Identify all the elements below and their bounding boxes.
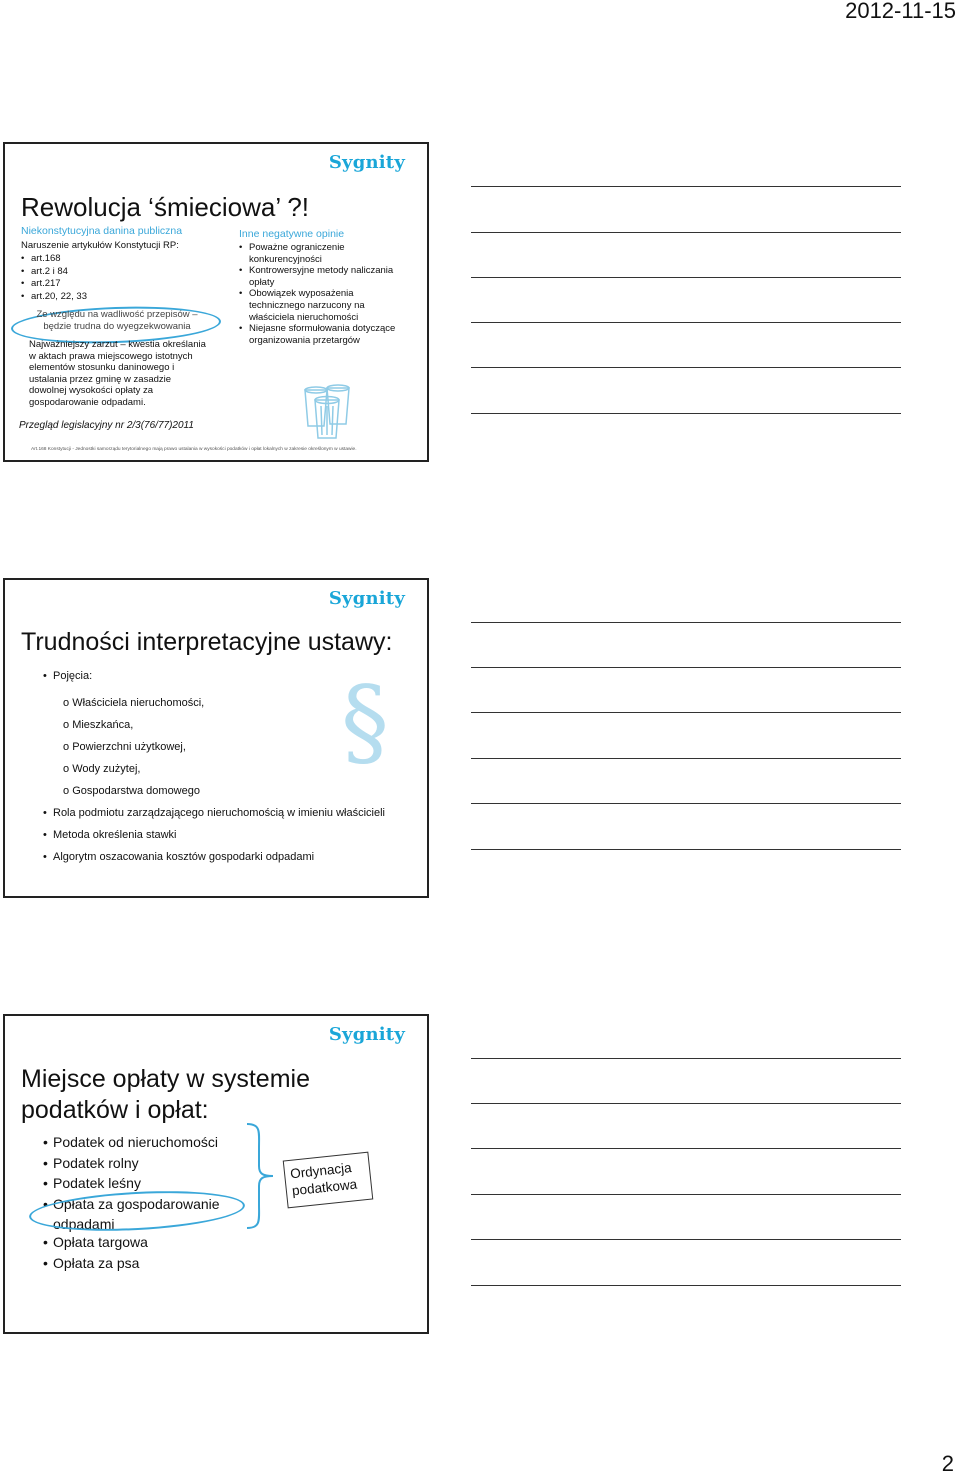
issue-item: • Rola podmiotu zarządzającego nieruchomością w imieniu właścicieli	[43, 802, 385, 824]
article-item: • art.2 i 84	[21, 266, 221, 279]
fee-item: • Opłata za psa	[43, 1253, 148, 1274]
left-intro: Naruszenie artykułów Konstytucji RP:	[21, 240, 179, 251]
sygnity-logo: Sygnity	[328, 588, 405, 609]
label-line: Ordynacja	[289, 1160, 353, 1182]
article-item: • art.20, 22, 33	[21, 291, 221, 304]
opinion-item: • Kontrowersyjne metody naliczania opłaty	[239, 265, 401, 288]
note-line	[471, 1058, 901, 1059]
term-item: o Gospodarstwa domowego	[63, 785, 200, 797]
slide-2-title: Trudności interpretacyjne ustawy:	[21, 628, 393, 656]
paragraph-symbol-icon: §	[341, 666, 389, 778]
note-line	[471, 1285, 901, 1286]
tax-ordinance-label	[289, 1159, 358, 1200]
right-heading: Inne negatywne opinie	[239, 228, 345, 240]
article-list	[21, 253, 221, 303]
note-line	[471, 322, 901, 323]
page-number: 2	[941, 1451, 954, 1476]
note-line	[471, 712, 901, 713]
tax-item: • Podatek rolny	[43, 1153, 253, 1174]
term-item: o Mieszkańca,	[63, 719, 134, 731]
term-item: o Wody zużytej,	[63, 763, 141, 775]
fee-item: • Opłata targowa	[43, 1232, 148, 1253]
term-item: o Właściciela nieruchomości,	[63, 697, 205, 709]
source-reference: Przegląd legislacyjny nr 2/3(76/77)2011	[19, 420, 194, 431]
slide-2	[3, 578, 429, 898]
negative-opinions-list	[239, 242, 401, 346]
opinion-item: • Niejasne sformułowania dotyczące organizowania przetargów	[239, 323, 401, 346]
other-fees-list	[43, 1232, 148, 1273]
slide-3	[3, 1014, 429, 1334]
circled-note: Ze względu na wadliwość przepisów – będzie trudna do wyegzekwowania	[36, 309, 198, 332]
curly-brace-icon	[243, 1122, 279, 1230]
note-line	[471, 232, 901, 233]
left-heading: Niekonstytucyjna danina publiczna	[21, 225, 183, 237]
title-line: podatków i opłat:	[21, 1096, 209, 1124]
title-line: Miejsce opłaty w systemie	[21, 1065, 310, 1093]
concepts-intro	[43, 670, 92, 682]
trash-bins-icon	[297, 380, 359, 442]
opinion-item: • Obowiązek wyposażenia technicznego narzucony na właściciela nieruchomości	[239, 288, 401, 323]
footnote: Art.168 Konstytucji - Jednostki samorządu terytorialnego mają prawo ustalania w wysokości podatków i opłat lokalnych w zakresie określonym w ustawie.	[31, 447, 357, 452]
label-line: podatkowa	[291, 1176, 358, 1199]
term-item: o Powierzchni użytkowej,	[63, 741, 186, 753]
note-line	[471, 186, 901, 187]
note-line	[471, 1148, 901, 1149]
sygnity-logo: Sygnity	[328, 1024, 405, 1045]
article-item: • art.217	[21, 278, 221, 291]
note-line	[471, 803, 901, 804]
note-line	[471, 1194, 901, 1195]
tax-item: • Opłata za gospodarowanie odpadami	[43, 1194, 253, 1235]
article-item: • art.168	[21, 253, 221, 266]
note-line	[471, 277, 901, 278]
note-line	[471, 367, 901, 368]
opinion-item: • Poważne ograniczenie konkurencyjności	[239, 242, 401, 265]
note-line	[471, 1239, 901, 1240]
main-objection: Najważniejszy zarzut – kwestia określania w aktach prawa miejscowego istotnych elementów stosunku daninowego i ustalania przez gminę w zasadzie dowolnej wysokości opłaty za gospodarowanie odpadami.	[29, 339, 206, 408]
note-line	[471, 622, 901, 623]
note-line	[471, 1103, 901, 1104]
issue-item: • Metoda określenia stawki	[43, 824, 385, 846]
slide-1-title: Rewolucja ‘śmieciowa’ ?!	[21, 192, 310, 222]
tax-item: • Podatek od nieruchomości	[43, 1132, 253, 1153]
terms-list	[63, 692, 204, 802]
note-line	[471, 849, 901, 850]
page-date: 2012-11-15	[845, 0, 956, 23]
note-line	[471, 667, 901, 668]
issues-list	[43, 802, 385, 868]
note-line	[471, 413, 901, 414]
slide-3-title	[21, 1064, 310, 1126]
tax-item: • Podatek leśny	[43, 1173, 253, 1194]
concepts-label: • Pojęcia:	[43, 670, 92, 682]
issue-item: • Algorytm oszacowania kosztów gospodarki odpadami	[43, 846, 385, 868]
note-line	[471, 758, 901, 759]
slide-1	[3, 142, 429, 462]
sygnity-logo: Sygnity	[328, 152, 405, 173]
